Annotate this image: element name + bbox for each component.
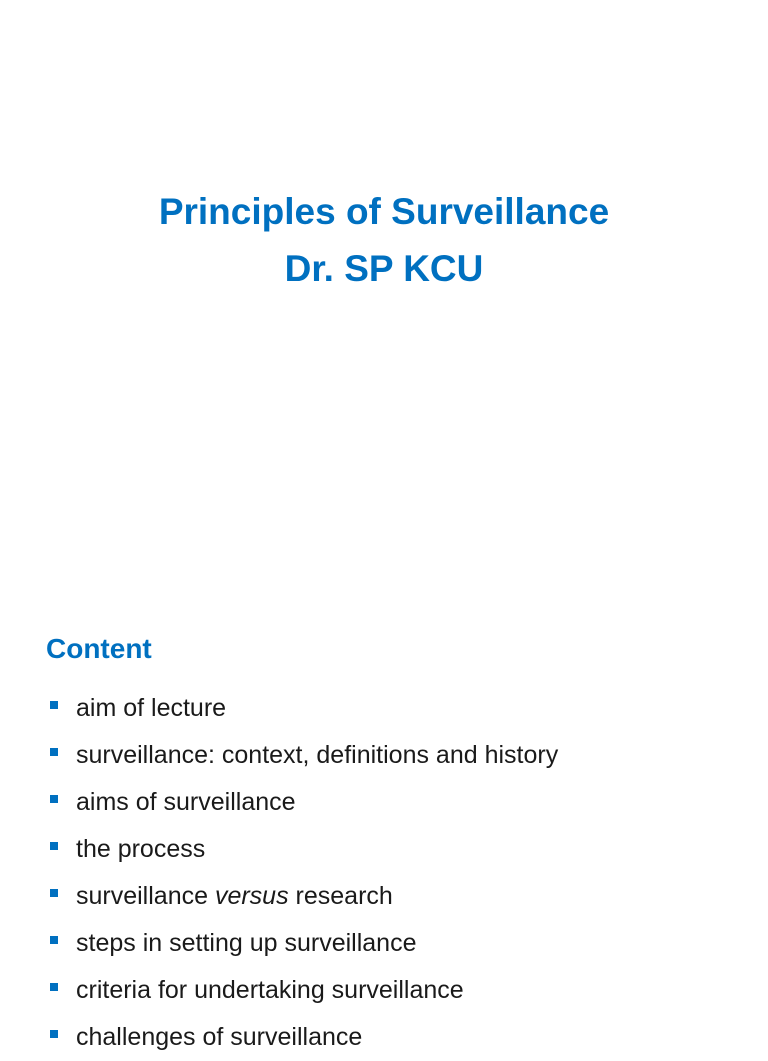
list-item xyxy=(46,685,558,732)
content-slide xyxy=(0,580,768,1051)
bullet-text-emphasis: versus xyxy=(214,882,289,910)
square-bullet-icon xyxy=(50,889,58,897)
bullet-text-part: surveillance xyxy=(76,882,215,910)
square-bullet-icon xyxy=(50,936,58,944)
bullet-text-part: research xyxy=(288,882,393,910)
presentation-author: Dr. SP KCU xyxy=(284,248,484,289)
square-bullet-icon xyxy=(50,748,58,756)
title-block xyxy=(0,183,768,297)
bullet-text: the process xyxy=(76,835,206,863)
bullet-text: steps in setting up surveillance xyxy=(76,929,417,957)
bullet-text: criteria for undertaking surveillance xyxy=(76,976,464,1004)
square-bullet-icon xyxy=(50,701,58,709)
presentation-title: Principles of Surveillance xyxy=(158,191,610,232)
square-bullet-icon xyxy=(50,795,58,803)
list-item xyxy=(46,732,558,779)
bullet-text: challenges of surveillance xyxy=(76,1023,363,1051)
content-bullet-list xyxy=(46,685,558,1061)
square-bullet-icon xyxy=(50,842,58,850)
square-bullet-icon xyxy=(50,1030,58,1038)
list-item xyxy=(46,826,558,873)
list-item xyxy=(46,873,558,920)
square-bullet-icon xyxy=(50,983,58,991)
content-heading: Content xyxy=(46,633,152,664)
list-item xyxy=(46,920,558,967)
bullet-text: aim of lecture xyxy=(76,694,227,722)
list-item xyxy=(46,967,558,1014)
bullet-text: aims of surveillance xyxy=(76,788,296,816)
bullet-text: surveillance: context, definitions and history xyxy=(76,741,559,769)
list-item xyxy=(46,1014,558,1061)
list-item xyxy=(46,779,558,826)
